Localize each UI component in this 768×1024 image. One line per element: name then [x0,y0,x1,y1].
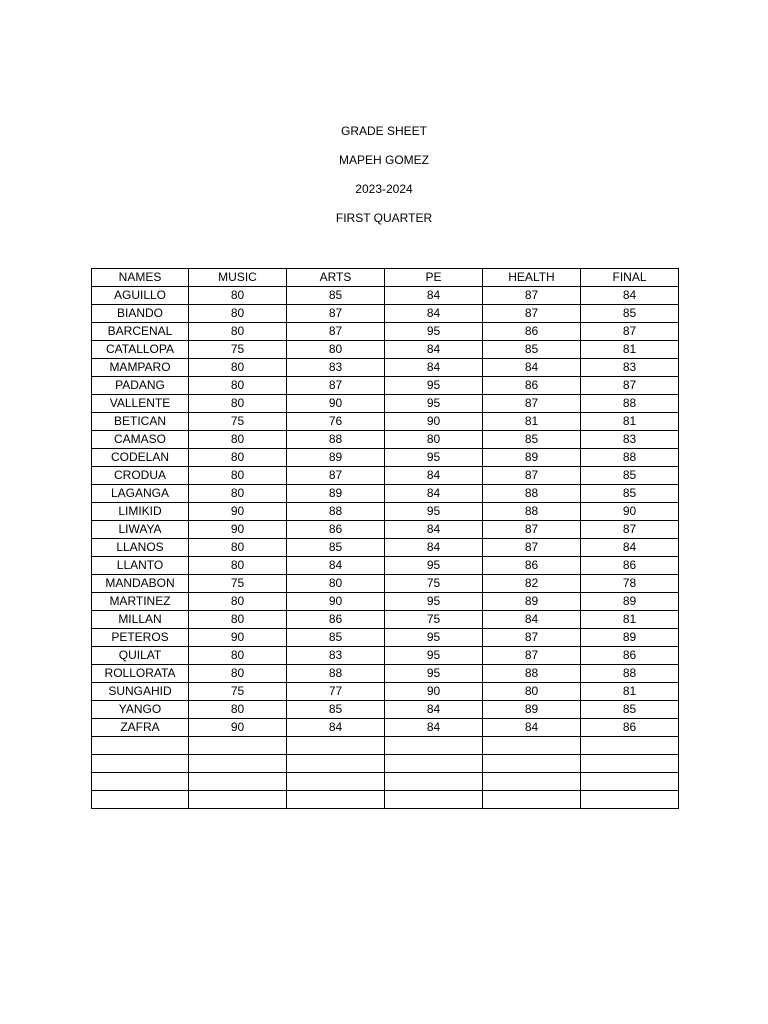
cell-arts: 85 [287,539,385,557]
cell-arts [287,791,385,809]
cell-music: 80 [189,449,287,467]
cell-final: 84 [581,287,679,305]
table-row [92,503,679,521]
table-row [92,359,679,377]
cell-health: 89 [483,593,581,611]
cell-final: 81 [581,413,679,431]
cell-pe: 95 [385,593,483,611]
cell-health: 87 [483,647,581,665]
cell-arts: 86 [287,611,385,629]
cell-pe: 95 [385,323,483,341]
cell-final [581,773,679,791]
cell-arts: 89 [287,485,385,503]
cell-name: LLANOS [92,539,189,557]
column-header-names: NAMES [92,269,189,287]
cell-name: VALLENTE [92,395,189,413]
table-row [92,647,679,665]
cell-health: 84 [483,611,581,629]
cell-final: 81 [581,683,679,701]
column-header-pe: PE [385,269,483,287]
cell-health: 81 [483,413,581,431]
cell-pe: 95 [385,665,483,683]
cell-music: 75 [189,341,287,359]
cell-name: SUNGAHID [92,683,189,701]
table-row [92,773,679,791]
cell-pe: 90 [385,683,483,701]
cell-pe: 84 [385,359,483,377]
table-row [92,485,679,503]
cell-arts: 90 [287,395,385,413]
cell-name: AGUILLO [92,287,189,305]
cell-final: 81 [581,341,679,359]
cell-name: LIWAYA [92,521,189,539]
cell-health: 89 [483,449,581,467]
cell-name: LIMIKID [92,503,189,521]
cell-final: 88 [581,449,679,467]
cell-health: 84 [483,719,581,737]
cell-arts: 90 [287,593,385,611]
cell-final: 88 [581,395,679,413]
quarter: FIRST QUARTER [335,211,433,225]
cell-final: 85 [581,467,679,485]
cell-health [483,791,581,809]
cell-name: CRODUA [92,467,189,485]
cell-name: PETEROS [92,629,189,647]
cell-arts: 77 [287,683,385,701]
cell-music: 75 [189,683,287,701]
cell-name: MAMPARO [92,359,189,377]
cell-pe: 84 [385,719,483,737]
cell-final: 85 [581,701,679,719]
cell-name: LAGANGA [92,485,189,503]
column-header-arts: ARTS [287,269,385,287]
table-row [92,557,679,575]
column-header-health: HEALTH [483,269,581,287]
cell-pe: 95 [385,503,483,521]
cell-arts: 85 [287,629,385,647]
cell-final: 81 [581,611,679,629]
cell-arts: 87 [287,323,385,341]
cell-music: 80 [189,287,287,305]
cell-music: 80 [189,611,287,629]
cell-health: 87 [483,395,581,413]
cell-name [92,791,189,809]
table-row [92,341,679,359]
cell-arts: 87 [287,467,385,485]
cell-health: 84 [483,359,581,377]
cell-arts: 80 [287,341,385,359]
cell-arts [287,773,385,791]
cell-final: 86 [581,719,679,737]
cell-health: 88 [483,485,581,503]
cell-pe: 84 [385,701,483,719]
table-row [92,377,679,395]
cell-name: MARTINEZ [92,593,189,611]
cell-name: MILLAN [92,611,189,629]
cell-music: 80 [189,467,287,485]
cell-pe: 84 [385,287,483,305]
cell-pe: 95 [385,629,483,647]
cell-arts: 88 [287,431,385,449]
cell-name: PADANG [92,377,189,395]
subject-teacher: MAPEH GOMEZ [338,153,429,167]
cell-name: QUILAT [92,647,189,665]
table-row [92,791,679,809]
cell-pe [385,737,483,755]
cell-music [189,773,287,791]
cell-music: 80 [189,701,287,719]
cell-final: 86 [581,557,679,575]
cell-pe: 95 [385,395,483,413]
cell-pe: 80 [385,431,483,449]
column-header-final: FINAL [581,269,679,287]
document-header [0,122,768,238]
cell-arts: 84 [287,719,385,737]
cell-music [189,791,287,809]
cell-music: 80 [189,557,287,575]
table-row [92,287,679,305]
cell-pe: 75 [385,575,483,593]
table-row [92,629,679,647]
cell-name: ROLLORATA [92,665,189,683]
cell-health: 87 [483,467,581,485]
cell-health [483,737,581,755]
cell-music: 90 [189,503,287,521]
cell-name: YANGO [92,701,189,719]
cell-final: 89 [581,593,679,611]
cell-health: 86 [483,557,581,575]
cell-music: 80 [189,485,287,503]
cell-pe [385,791,483,809]
cell-health: 85 [483,431,581,449]
table-row [92,737,679,755]
table-row [92,539,679,557]
cell-arts: 80 [287,575,385,593]
cell-music: 80 [189,377,287,395]
table-row [92,431,679,449]
table-row [92,611,679,629]
cell-pe: 84 [385,467,483,485]
cell-final: 83 [581,359,679,377]
table-row [92,521,679,539]
cell-music [189,755,287,773]
cell-arts: 84 [287,557,385,575]
cell-health [483,755,581,773]
cell-pe: 75 [385,611,483,629]
cell-name: BARCENAL [92,323,189,341]
cell-health: 89 [483,701,581,719]
cell-music: 80 [189,539,287,557]
school-year: 2023-2024 [355,182,413,196]
cell-name: BIANDO [92,305,189,323]
cell-arts: 83 [287,647,385,665]
cell-final: 83 [581,431,679,449]
cell-music: 80 [189,359,287,377]
cell-music: 80 [189,395,287,413]
cell-health: 87 [483,287,581,305]
cell-arts: 83 [287,359,385,377]
cell-health: 87 [483,305,581,323]
cell-music: 80 [189,323,287,341]
cell-health: 87 [483,539,581,557]
table-row [92,395,679,413]
cell-arts: 89 [287,449,385,467]
cell-name: MANDABON [92,575,189,593]
cell-arts: 88 [287,665,385,683]
cell-name: CATALLOPA [92,341,189,359]
grade-table [91,268,679,809]
cell-music: 90 [189,521,287,539]
cell-final: 78 [581,575,679,593]
table-row [92,575,679,593]
cell-pe: 95 [385,557,483,575]
cell-pe: 84 [385,341,483,359]
cell-name: BETICAN [92,413,189,431]
cell-music [189,737,287,755]
column-header-music: MUSIC [189,269,287,287]
cell-arts: 87 [287,377,385,395]
table-header-row [92,269,679,287]
cell-music: 90 [189,719,287,737]
cell-final: 87 [581,521,679,539]
cell-arts: 85 [287,287,385,305]
cell-name [92,773,189,791]
cell-final [581,737,679,755]
cell-health: 87 [483,521,581,539]
cell-health: 82 [483,575,581,593]
cell-name: CODELAN [92,449,189,467]
cell-final [581,755,679,773]
cell-final: 90 [581,503,679,521]
cell-final: 88 [581,665,679,683]
cell-health: 88 [483,503,581,521]
cell-arts: 88 [287,503,385,521]
cell-health [483,773,581,791]
table-row [92,665,679,683]
cell-arts: 85 [287,701,385,719]
cell-music: 80 [189,593,287,611]
table-row [92,305,679,323]
cell-music: 75 [189,575,287,593]
cell-health: 85 [483,341,581,359]
cell-name: LLANTO [92,557,189,575]
cell-arts: 86 [287,521,385,539]
cell-pe [385,773,483,791]
cell-pe: 95 [385,647,483,665]
cell-music: 80 [189,305,287,323]
cell-final: 87 [581,377,679,395]
cell-pe: 90 [385,413,483,431]
cell-arts [287,737,385,755]
cell-health: 86 [483,323,581,341]
cell-final: 85 [581,485,679,503]
cell-name: CAMASO [92,431,189,449]
cell-pe: 95 [385,377,483,395]
cell-pe: 95 [385,449,483,467]
table-row [92,449,679,467]
cell-arts: 76 [287,413,385,431]
cell-arts: 87 [287,305,385,323]
cell-arts [287,755,385,773]
cell-music: 80 [189,647,287,665]
table-row [92,413,679,431]
cell-health: 87 [483,629,581,647]
cell-pe: 84 [385,305,483,323]
table-row [92,593,679,611]
cell-music: 75 [189,413,287,431]
cell-health: 86 [483,377,581,395]
cell-final: 87 [581,323,679,341]
cell-final: 85 [581,305,679,323]
cell-health: 80 [483,683,581,701]
table-row [92,701,679,719]
cell-pe [385,755,483,773]
table-row [92,467,679,485]
cell-final: 86 [581,647,679,665]
cell-final [581,791,679,809]
cell-music: 80 [189,665,287,683]
table-row [92,755,679,773]
cell-final: 84 [581,539,679,557]
table-row [92,323,679,341]
cell-health: 88 [483,665,581,683]
cell-final: 89 [581,629,679,647]
cell-pe: 84 [385,521,483,539]
cell-music: 90 [189,629,287,647]
cell-pe: 84 [385,539,483,557]
cell-music: 80 [189,431,287,449]
table-row [92,683,679,701]
cell-name: ZAFRA [92,719,189,737]
table-row [92,719,679,737]
cell-name [92,755,189,773]
cell-name [92,737,189,755]
cell-pe: 84 [385,485,483,503]
table-body [92,287,679,809]
document-title: GRADE SHEET [340,124,427,138]
